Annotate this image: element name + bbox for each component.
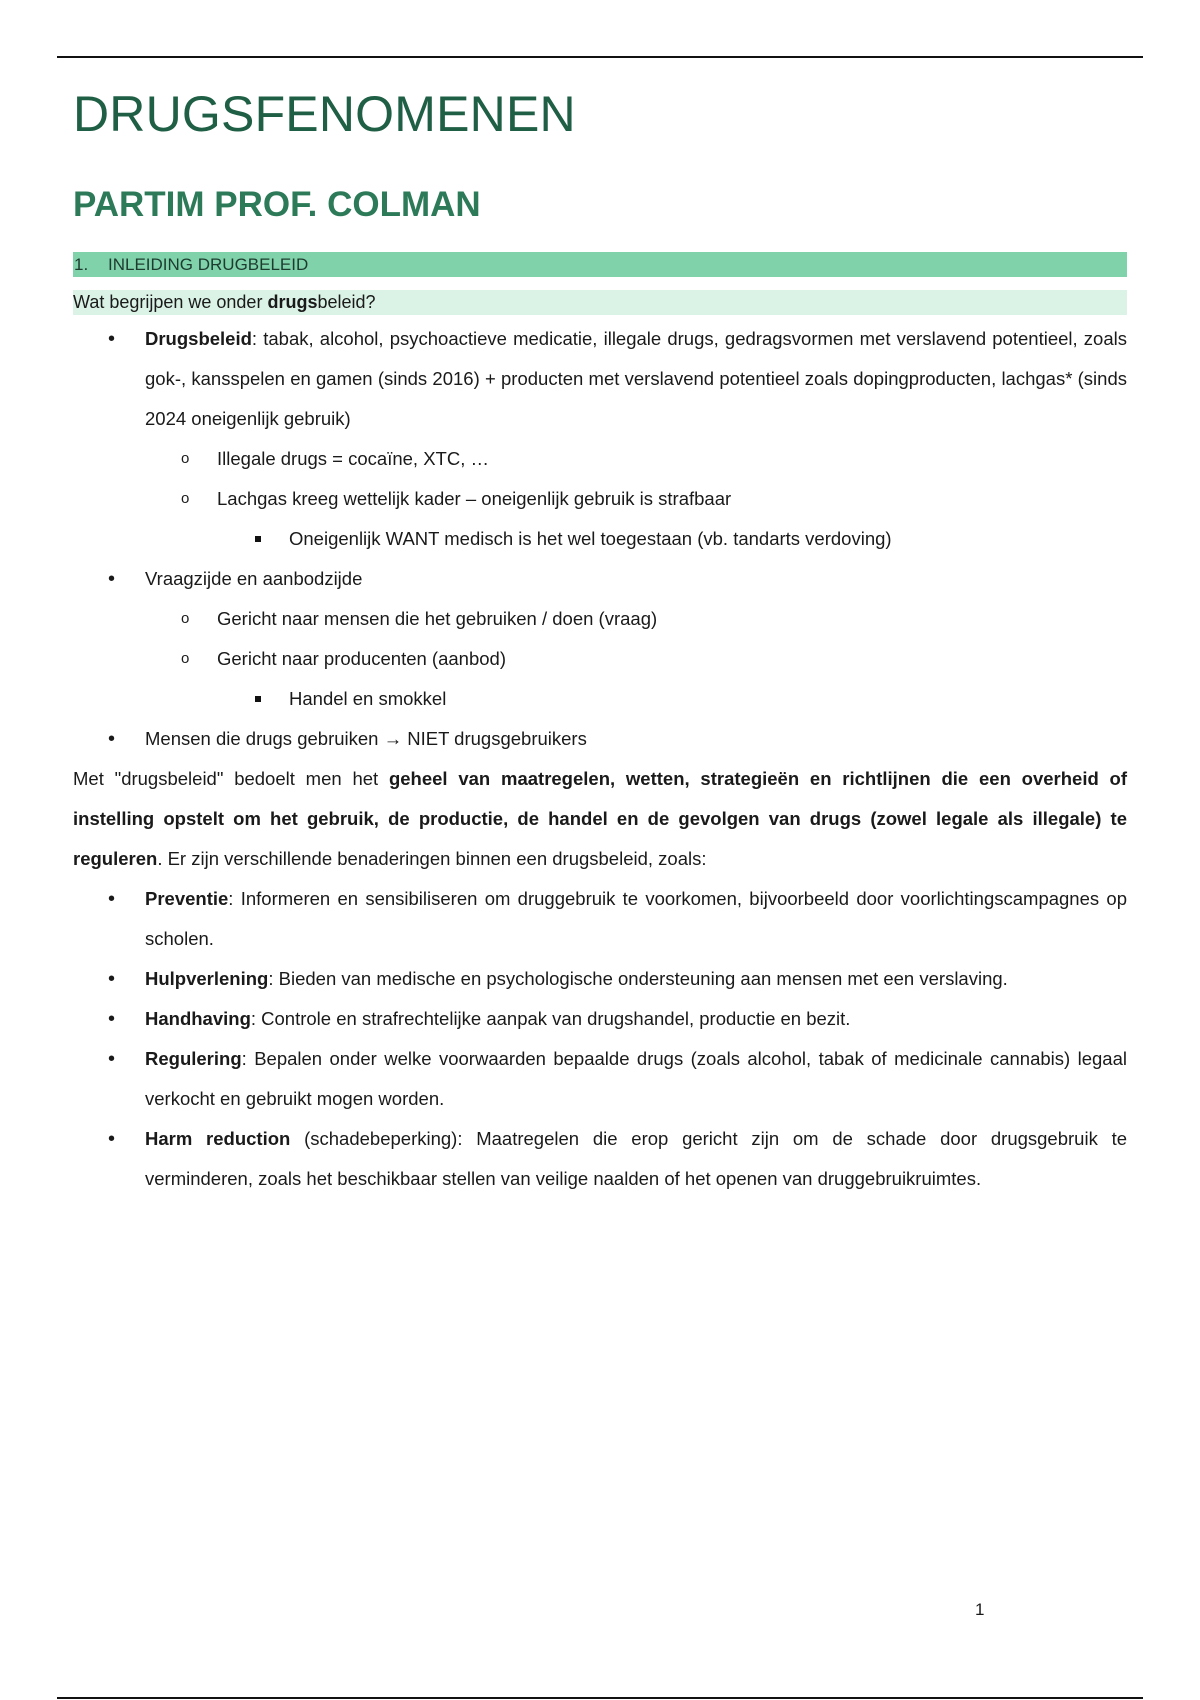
question-text-post: beleid?: [317, 292, 376, 312]
sub-list-item: [145, 639, 1127, 719]
list-item: [73, 719, 1127, 759]
list-item: [73, 999, 1127, 1039]
question-heading: [73, 290, 1127, 315]
list-item-text: : tabak, alcohol, psychoactieve medicatie, illegale drugs, gedragsvormen met verslavend potentieel, zoals gok-, kansspelen en gamen (sinds 2016) + producten met verslavend potentieel zoals dopingproducten, lachgas* (sinds 2024 oneigenlijk gebruik): [145, 328, 1127, 429]
list-item: [73, 879, 1127, 959]
list-item: [73, 1119, 1127, 1199]
document-page: [73, 78, 1127, 1199]
question-text-pre: Wat begrijpen we onder: [73, 292, 268, 312]
sub-list-item-text: Gericht naar producenten (aanbod): [217, 648, 506, 669]
sub-sub-list-item: Oneigenlijk WANT medisch is het wel toegestaan (vb. tandarts verdoving): [217, 519, 1127, 559]
sub-list-item: [145, 479, 1127, 559]
section-heading: [73, 252, 1127, 277]
bottom-rule: [57, 1697, 1143, 1699]
list-item-bold: Regulering: [145, 1048, 242, 1069]
policy-list: [73, 319, 1127, 759]
list-item-text: : Bieden van medische en psychologische ondersteuning aan mensen met een verslaving.: [268, 968, 1008, 989]
intro-paragraph: [73, 759, 1127, 879]
section-number: 1.: [74, 255, 89, 274]
list-item-bold: Hulpverlening: [145, 968, 269, 989]
sub-list-item-text: Lachgas kreeg wettelijk kader – oneigenlijk gebruik is strafbaar: [217, 488, 732, 509]
paragraph-text-pre: Met "drugsbeleid" bedoelt men het: [73, 768, 389, 789]
document-subtitle: PARTIM PROF. COLMAN: [73, 185, 481, 224]
sub-sub-list-item: Handel en smokkel: [217, 679, 1127, 719]
sub-list-item: [145, 599, 1127, 639]
sub-list-item-text: Illegale drugs = cocaïne, XTC, …: [217, 448, 489, 469]
list-item-text: (schadebeperking): Maatregelen die erop gericht zijn om de schade door drugsgebruik te verminderen, zoals het beschikbaar stellen van veilige naalden of het openen van druggebruikruimtes.: [145, 1128, 1128, 1189]
paragraph-text-post: . Er zijn verschillende benaderingen binnen een drugsbeleid, zoals:: [157, 848, 707, 869]
sub-list-item-text: Gericht naar mensen die het gebruiken / doen (vraag): [217, 608, 658, 629]
paragraph-text-bold: geheel van maatregelen, wetten, strategieën en richtlijnen die een overheid of instelling opstelt om het gebruik, de productie, de handel en de gevolgen van drugs (zowel legale als illegale) te reguleren: [73, 768, 1127, 869]
list-item-text: : Controle en strafrechtelijke aanpak van drugshandel, productie en bezit.: [250, 1008, 851, 1029]
list-item: [73, 959, 1127, 999]
list-item-bold: Drugsbeleid: [145, 328, 252, 349]
list-item: [73, 1039, 1127, 1119]
list-item-text: : Informeren en sensibiliseren om druggebruik te voorkomen, bijvoorbeeld door voorlichtingscampagnes op scholen.: [145, 888, 1127, 949]
sub-list-item: [145, 439, 1127, 479]
document-title: DRUGSFENOMENEN: [73, 86, 576, 142]
page-number: 1: [975, 1600, 985, 1619]
question-text-bold: drugs: [267, 292, 318, 312]
approaches-list: [73, 879, 1127, 1199]
list-item: [73, 559, 1127, 719]
list-item-bold: Handhaving: [145, 1008, 251, 1029]
list-item-bold: Preventie: [145, 888, 229, 909]
list-item-text: Mensen die drugs gebruiken → NIET drugsgebruikers: [145, 728, 587, 749]
top-rule: [57, 56, 1143, 58]
list-item-text: Vraagzijde en aanbodzijde: [145, 568, 363, 589]
section-label: INLEIDING DRUGBELEID: [108, 255, 309, 274]
list-item: [73, 319, 1127, 559]
list-item-text: : Bepalen onder welke voorwaarden bepaalde drugs (zoals alcohol, tabak of medicinale cannabis) legaal verkocht en gebruikt mogen worden.: [145, 1048, 1127, 1109]
list-item-bold: Harm reduction: [145, 1128, 291, 1149]
